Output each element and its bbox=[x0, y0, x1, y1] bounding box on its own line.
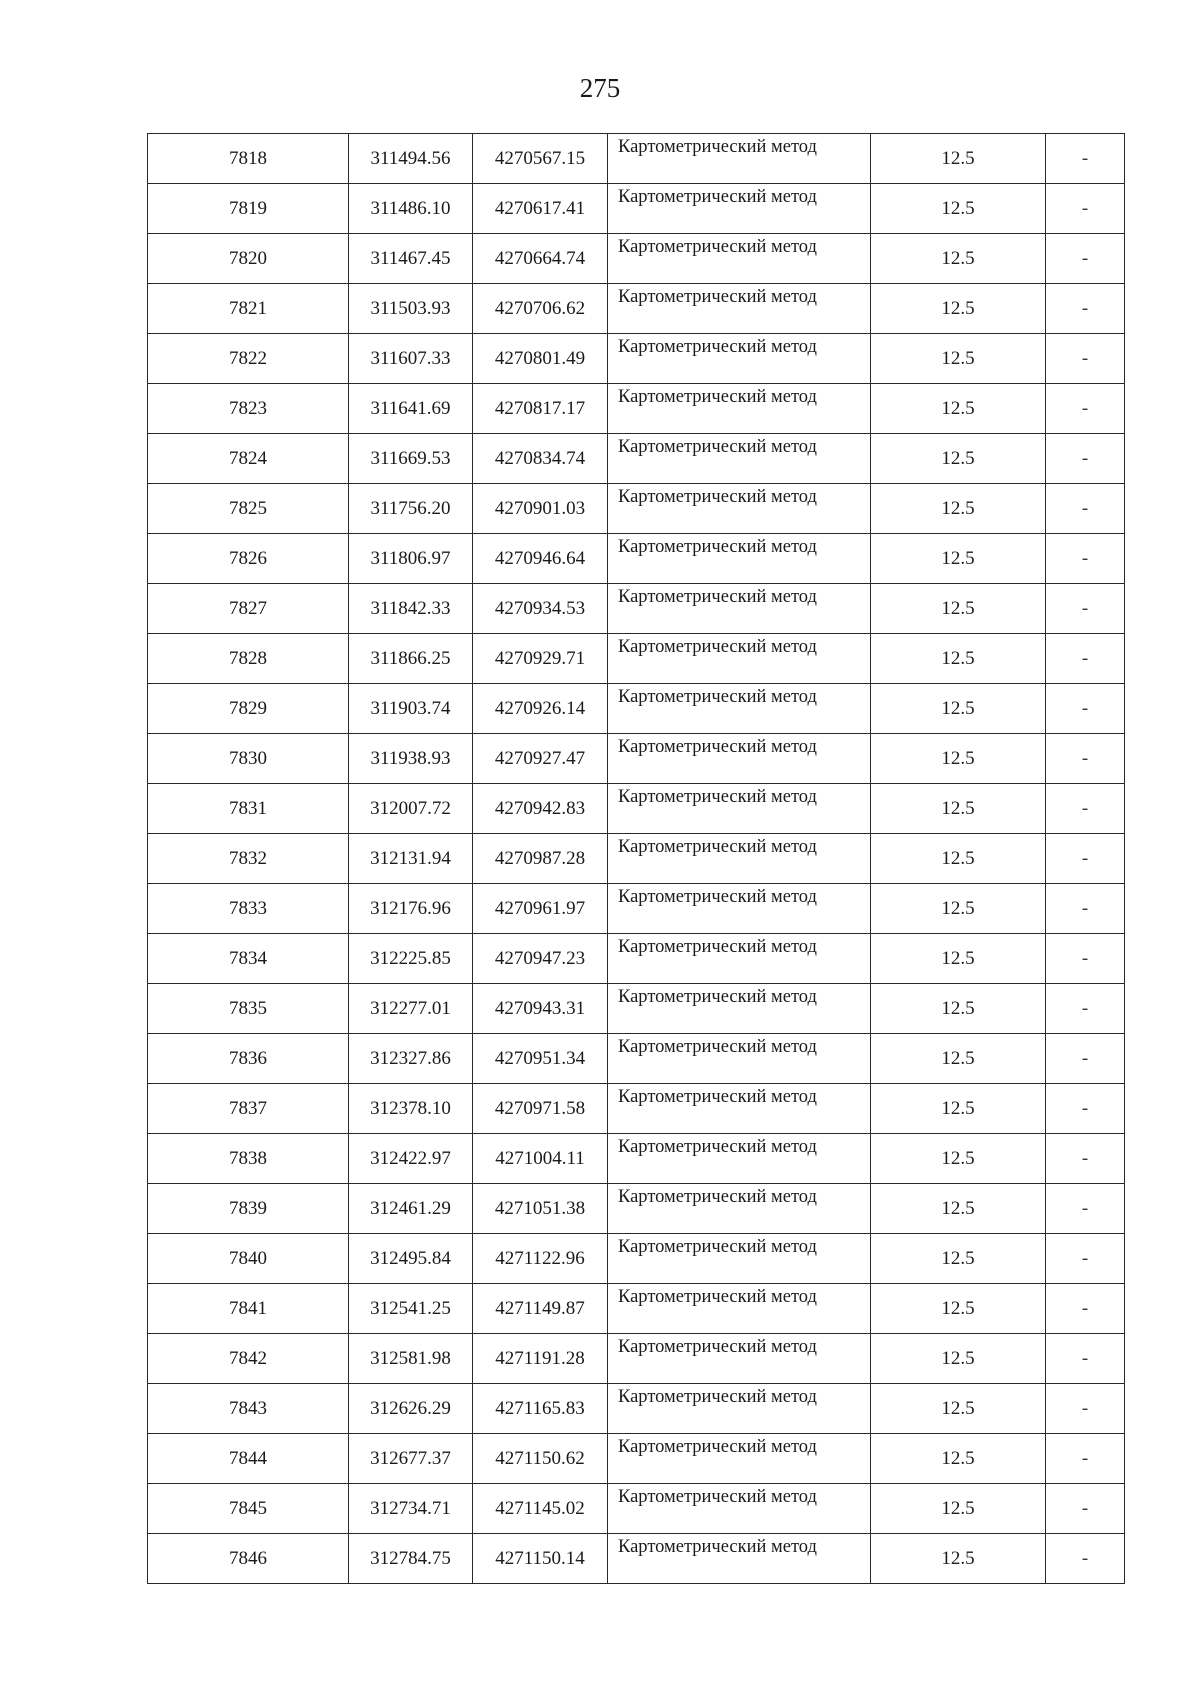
y-coordinate-cell: 4270929.71 bbox=[473, 634, 608, 684]
y-coordinate-cell: 4271191.28 bbox=[473, 1334, 608, 1384]
note-cell: - bbox=[1046, 1384, 1125, 1434]
y-coordinate-cell: 4270971.58 bbox=[473, 1084, 608, 1134]
x-coordinate-cell: 312541.25 bbox=[349, 1284, 473, 1334]
note-cell: - bbox=[1046, 1534, 1125, 1584]
method-cell: Картометрический метод bbox=[608, 1384, 871, 1434]
point-number-cell: 7820 bbox=[148, 234, 349, 284]
x-coordinate-cell: 312677.37 bbox=[349, 1434, 473, 1484]
precision-cell: 12.5 bbox=[871, 184, 1046, 234]
precision-cell: 12.5 bbox=[871, 234, 1046, 284]
table-row bbox=[148, 334, 1125, 384]
y-coordinate-cell: 4270946.64 bbox=[473, 534, 608, 584]
x-coordinate-cell: 311494.56 bbox=[349, 134, 473, 184]
method-cell: Картометрический метод bbox=[608, 284, 871, 334]
y-coordinate-cell: 4270947.23 bbox=[473, 934, 608, 984]
table-row bbox=[148, 1134, 1125, 1184]
table-row bbox=[148, 1184, 1125, 1234]
x-coordinate-cell: 312581.98 bbox=[349, 1334, 473, 1384]
point-number-cell: 7838 bbox=[148, 1134, 349, 1184]
point-number-cell: 7846 bbox=[148, 1534, 349, 1584]
table-row bbox=[148, 1284, 1125, 1334]
x-coordinate-cell: 312422.97 bbox=[349, 1134, 473, 1184]
y-coordinate-cell: 4271165.83 bbox=[473, 1384, 608, 1434]
table-row bbox=[148, 1084, 1125, 1134]
table-body bbox=[148, 134, 1125, 1584]
precision-cell: 12.5 bbox=[871, 684, 1046, 734]
table-row bbox=[148, 984, 1125, 1034]
precision-cell: 12.5 bbox=[871, 1534, 1046, 1584]
precision-cell: 12.5 bbox=[871, 534, 1046, 584]
x-coordinate-cell: 311756.20 bbox=[349, 484, 473, 534]
y-coordinate-cell: 4270942.83 bbox=[473, 784, 608, 834]
note-cell: - bbox=[1046, 384, 1125, 434]
point-number-cell: 7824 bbox=[148, 434, 349, 484]
x-coordinate-cell: 311503.93 bbox=[349, 284, 473, 334]
point-number-cell: 7843 bbox=[148, 1384, 349, 1434]
y-coordinate-cell: 4270567.15 bbox=[473, 134, 608, 184]
method-cell: Картометрический метод bbox=[608, 1334, 871, 1384]
table-row bbox=[148, 1384, 1125, 1434]
method-cell: Картометрический метод bbox=[608, 1034, 871, 1084]
note-cell: - bbox=[1046, 584, 1125, 634]
point-number-cell: 7839 bbox=[148, 1184, 349, 1234]
point-number-cell: 7822 bbox=[148, 334, 349, 384]
method-cell: Картометрический метод bbox=[608, 684, 871, 734]
note-cell: - bbox=[1046, 734, 1125, 784]
precision-cell: 12.5 bbox=[871, 1484, 1046, 1534]
y-coordinate-cell: 4270934.53 bbox=[473, 584, 608, 634]
method-cell: Картометрический метод bbox=[608, 784, 871, 834]
y-coordinate-cell: 4270817.17 bbox=[473, 384, 608, 434]
note-cell: - bbox=[1046, 134, 1125, 184]
note-cell: - bbox=[1046, 634, 1125, 684]
x-coordinate-cell: 311866.25 bbox=[349, 634, 473, 684]
table-row bbox=[148, 1534, 1125, 1584]
method-cell: Картометрический метод bbox=[608, 634, 871, 684]
y-coordinate-cell: 4270951.34 bbox=[473, 1034, 608, 1084]
precision-cell: 12.5 bbox=[871, 484, 1046, 534]
precision-cell: 12.5 bbox=[871, 1034, 1046, 1084]
precision-cell: 12.5 bbox=[871, 1134, 1046, 1184]
table-row bbox=[148, 734, 1125, 784]
precision-cell: 12.5 bbox=[871, 584, 1046, 634]
x-coordinate-cell: 311842.33 bbox=[349, 584, 473, 634]
table-row bbox=[148, 934, 1125, 984]
point-number-cell: 7819 bbox=[148, 184, 349, 234]
precision-cell: 12.5 bbox=[871, 1334, 1046, 1384]
method-cell: Картометрический метод bbox=[608, 1284, 871, 1334]
y-coordinate-cell: 4270927.47 bbox=[473, 734, 608, 784]
table-row bbox=[148, 484, 1125, 534]
table-row bbox=[148, 1234, 1125, 1284]
method-cell: Картометрический метод bbox=[608, 534, 871, 584]
note-cell: - bbox=[1046, 1484, 1125, 1534]
x-coordinate-cell: 312007.72 bbox=[349, 784, 473, 834]
precision-cell: 12.5 bbox=[871, 834, 1046, 884]
precision-cell: 12.5 bbox=[871, 284, 1046, 334]
note-cell: - bbox=[1046, 334, 1125, 384]
method-cell: Картометрический метод bbox=[608, 484, 871, 534]
y-coordinate-cell: 4271149.87 bbox=[473, 1284, 608, 1334]
point-number-cell: 7836 bbox=[148, 1034, 349, 1084]
precision-cell: 12.5 bbox=[871, 134, 1046, 184]
note-cell: - bbox=[1046, 184, 1125, 234]
table-row bbox=[148, 534, 1125, 584]
y-coordinate-cell: 4271145.02 bbox=[473, 1484, 608, 1534]
method-cell: Картометрический метод bbox=[608, 184, 871, 234]
point-number-cell: 7831 bbox=[148, 784, 349, 834]
x-coordinate-cell: 312495.84 bbox=[349, 1234, 473, 1284]
table-row bbox=[148, 384, 1125, 434]
precision-cell: 12.5 bbox=[871, 784, 1046, 834]
method-cell: Картометрический метод bbox=[608, 1534, 871, 1584]
precision-cell: 12.5 bbox=[871, 1384, 1046, 1434]
y-coordinate-cell: 4271004.11 bbox=[473, 1134, 608, 1184]
note-cell: - bbox=[1046, 284, 1125, 334]
note-cell: - bbox=[1046, 484, 1125, 534]
table-row bbox=[148, 1484, 1125, 1534]
precision-cell: 12.5 bbox=[871, 434, 1046, 484]
note-cell: - bbox=[1046, 1084, 1125, 1134]
method-cell: Картометрический метод bbox=[608, 434, 871, 484]
point-number-cell: 7841 bbox=[148, 1284, 349, 1334]
x-coordinate-cell: 312176.96 bbox=[349, 884, 473, 934]
table-row bbox=[148, 134, 1125, 184]
point-number-cell: 7825 bbox=[148, 484, 349, 534]
x-coordinate-cell: 311938.93 bbox=[349, 734, 473, 784]
x-coordinate-cell: 312626.29 bbox=[349, 1384, 473, 1434]
x-coordinate-cell: 311903.74 bbox=[349, 684, 473, 734]
x-coordinate-cell: 312734.71 bbox=[349, 1484, 473, 1534]
method-cell: Картометрический метод bbox=[608, 984, 871, 1034]
table-row bbox=[148, 1034, 1125, 1084]
x-coordinate-cell: 311486.10 bbox=[349, 184, 473, 234]
table-row bbox=[148, 684, 1125, 734]
note-cell: - bbox=[1046, 1334, 1125, 1384]
y-coordinate-cell: 4270617.41 bbox=[473, 184, 608, 234]
point-number-cell: 7821 bbox=[148, 284, 349, 334]
y-coordinate-cell: 4270801.49 bbox=[473, 334, 608, 384]
x-coordinate-cell: 311806.97 bbox=[349, 534, 473, 584]
y-coordinate-cell: 4270961.97 bbox=[473, 884, 608, 934]
note-cell: - bbox=[1046, 784, 1125, 834]
point-number-cell: 7823 bbox=[148, 384, 349, 434]
point-number-cell: 7818 bbox=[148, 134, 349, 184]
point-number-cell: 7835 bbox=[148, 984, 349, 1034]
note-cell: - bbox=[1046, 884, 1125, 934]
x-coordinate-cell: 312277.01 bbox=[349, 984, 473, 1034]
precision-cell: 12.5 bbox=[871, 934, 1046, 984]
note-cell: - bbox=[1046, 1034, 1125, 1084]
precision-cell: 12.5 bbox=[871, 634, 1046, 684]
coordinates-table bbox=[147, 133, 1125, 1584]
point-number-cell: 7834 bbox=[148, 934, 349, 984]
x-coordinate-cell: 311467.45 bbox=[349, 234, 473, 284]
y-coordinate-cell: 4270943.31 bbox=[473, 984, 608, 1034]
precision-cell: 12.5 bbox=[871, 1284, 1046, 1334]
point-number-cell: 7827 bbox=[148, 584, 349, 634]
method-cell: Картометрический метод bbox=[608, 1234, 871, 1284]
table-row bbox=[148, 784, 1125, 834]
y-coordinate-cell: 4270706.62 bbox=[473, 284, 608, 334]
table-row bbox=[148, 234, 1125, 284]
y-coordinate-cell: 4271122.96 bbox=[473, 1234, 608, 1284]
table-row bbox=[148, 634, 1125, 684]
precision-cell: 12.5 bbox=[871, 1234, 1046, 1284]
y-coordinate-cell: 4271051.38 bbox=[473, 1184, 608, 1234]
x-coordinate-cell: 311607.33 bbox=[349, 334, 473, 384]
table-row bbox=[148, 1434, 1125, 1484]
y-coordinate-cell: 4270664.74 bbox=[473, 234, 608, 284]
note-cell: - bbox=[1046, 434, 1125, 484]
y-coordinate-cell: 4270901.03 bbox=[473, 484, 608, 534]
point-number-cell: 7832 bbox=[148, 834, 349, 884]
precision-cell: 12.5 bbox=[871, 334, 1046, 384]
method-cell: Картометрический метод bbox=[608, 1484, 871, 1534]
table-row bbox=[148, 434, 1125, 484]
point-number-cell: 7830 bbox=[148, 734, 349, 784]
table-row bbox=[148, 884, 1125, 934]
note-cell: - bbox=[1046, 684, 1125, 734]
table-row bbox=[148, 834, 1125, 884]
note-cell: - bbox=[1046, 534, 1125, 584]
precision-cell: 12.5 bbox=[871, 384, 1046, 434]
x-coordinate-cell: 312784.75 bbox=[349, 1534, 473, 1584]
x-coordinate-cell: 311669.53 bbox=[349, 434, 473, 484]
note-cell: - bbox=[1046, 1234, 1125, 1284]
point-number-cell: 7837 bbox=[148, 1084, 349, 1134]
method-cell: Картометрический метод bbox=[608, 934, 871, 984]
note-cell: - bbox=[1046, 1134, 1125, 1184]
method-cell: Картометрический метод bbox=[608, 834, 871, 884]
point-number-cell: 7840 bbox=[148, 1234, 349, 1284]
note-cell: - bbox=[1046, 834, 1125, 884]
note-cell: - bbox=[1046, 234, 1125, 284]
table-row bbox=[148, 584, 1125, 634]
y-coordinate-cell: 4271150.14 bbox=[473, 1534, 608, 1584]
method-cell: Картометрический метод bbox=[608, 234, 871, 284]
precision-cell: 12.5 bbox=[871, 1184, 1046, 1234]
method-cell: Картометрический метод bbox=[608, 1434, 871, 1484]
x-coordinate-cell: 312131.94 bbox=[349, 834, 473, 884]
table-row bbox=[148, 284, 1125, 334]
x-coordinate-cell: 312225.85 bbox=[349, 934, 473, 984]
method-cell: Картометрический метод bbox=[608, 134, 871, 184]
x-coordinate-cell: 312327.86 bbox=[349, 1034, 473, 1084]
method-cell: Картометрический метод bbox=[608, 734, 871, 784]
precision-cell: 12.5 bbox=[871, 984, 1046, 1034]
point-number-cell: 7842 bbox=[148, 1334, 349, 1384]
precision-cell: 12.5 bbox=[871, 1434, 1046, 1484]
note-cell: - bbox=[1046, 984, 1125, 1034]
method-cell: Картометрический метод bbox=[608, 334, 871, 384]
precision-cell: 12.5 bbox=[871, 884, 1046, 934]
point-number-cell: 7844 bbox=[148, 1434, 349, 1484]
y-coordinate-cell: 4270987.28 bbox=[473, 834, 608, 884]
table-row bbox=[148, 1334, 1125, 1384]
y-coordinate-cell: 4270834.74 bbox=[473, 434, 608, 484]
note-cell: - bbox=[1046, 1284, 1125, 1334]
note-cell: - bbox=[1046, 934, 1125, 984]
precision-cell: 12.5 bbox=[871, 1084, 1046, 1134]
note-cell: - bbox=[1046, 1434, 1125, 1484]
method-cell: Картометрический метод bbox=[608, 1084, 871, 1134]
method-cell: Картометрический метод bbox=[608, 1134, 871, 1184]
note-cell: - bbox=[1046, 1184, 1125, 1234]
point-number-cell: 7845 bbox=[148, 1484, 349, 1534]
method-cell: Картометрический метод bbox=[608, 384, 871, 434]
y-coordinate-cell: 4270926.14 bbox=[473, 684, 608, 734]
point-number-cell: 7833 bbox=[148, 884, 349, 934]
x-coordinate-cell: 311641.69 bbox=[349, 384, 473, 434]
method-cell: Картометрический метод bbox=[608, 884, 871, 934]
method-cell: Картометрический метод bbox=[608, 584, 871, 634]
method-cell: Картометрический метод bbox=[608, 1184, 871, 1234]
precision-cell: 12.5 bbox=[871, 734, 1046, 784]
point-number-cell: 7828 bbox=[148, 634, 349, 684]
point-number-cell: 7829 bbox=[148, 684, 349, 734]
x-coordinate-cell: 312461.29 bbox=[349, 1184, 473, 1234]
table-row bbox=[148, 184, 1125, 234]
point-number-cell: 7826 bbox=[148, 534, 349, 584]
page-number: 275 bbox=[579, 73, 621, 103]
x-coordinate-cell: 312378.10 bbox=[349, 1084, 473, 1134]
y-coordinate-cell: 4271150.62 bbox=[473, 1434, 608, 1484]
